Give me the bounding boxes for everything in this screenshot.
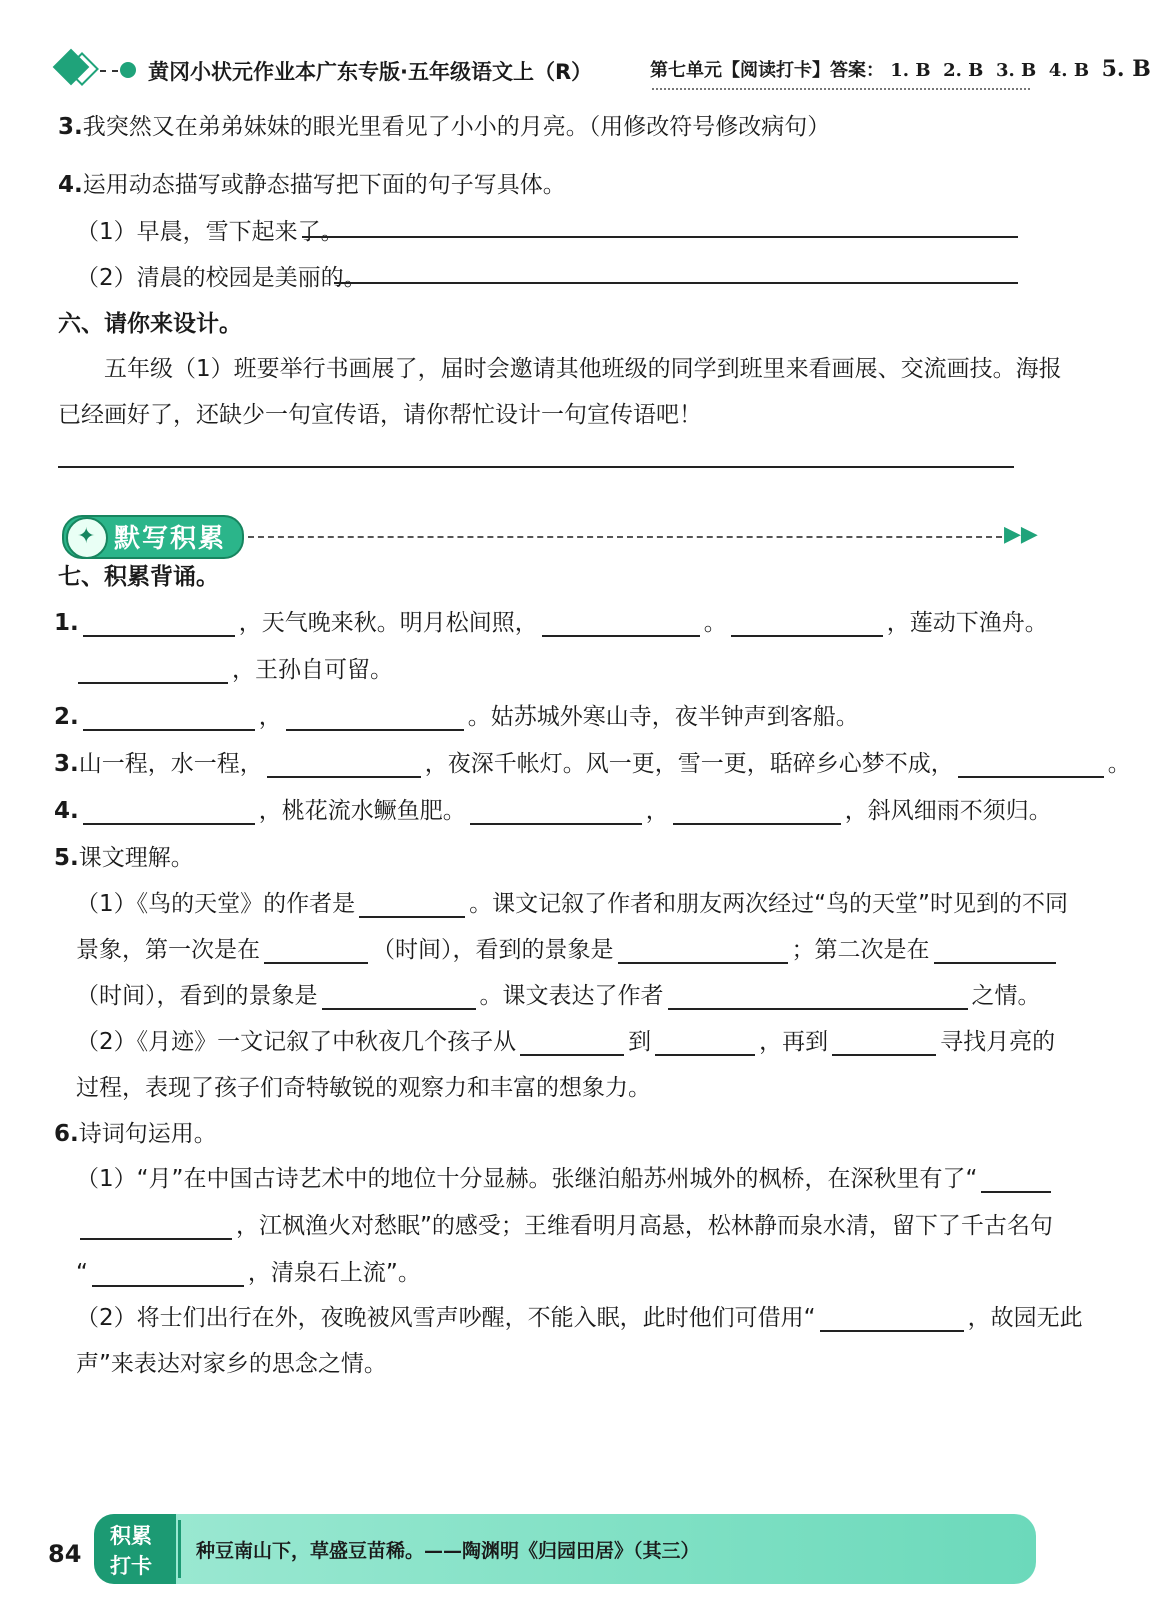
blank[interactable] xyxy=(83,609,235,637)
question-7-1-line-2: ，王孙自可留。 xyxy=(74,651,393,684)
question-7-5-line-3: （时间），看到的景象是 。课文表达了作者 之情。 xyxy=(76,983,1041,1009)
blank[interactable] xyxy=(934,936,1056,964)
question-7-2: 2. ， 。姑苏城外寒山寺，夜半钟声到客船。 xyxy=(54,704,859,730)
blank[interactable] xyxy=(80,1212,232,1240)
slogan-answer-line[interactable] xyxy=(58,466,1014,468)
question-5-4-item-2: （2）清晨的校园是美丽的。 xyxy=(76,265,367,291)
blank[interactable] xyxy=(264,936,368,964)
blank[interactable] xyxy=(267,750,421,778)
blank[interactable] xyxy=(958,750,1104,778)
section-7-title: 七、积累背诵。 xyxy=(58,564,219,590)
question-7-5-line-5: 过程，表现了孩子们奇特敏锐的观察力和丰富的想象力。 xyxy=(76,1075,651,1101)
blank[interactable] xyxy=(520,1028,624,1056)
answer-4: 4. B xyxy=(1048,60,1090,81)
question-7-6-line-1: （1）“月”在中国古诗艺术中的地位十分显赫。张继泊船苏州城外的枫桥，在深秋里有了“ xyxy=(76,1160,1055,1193)
blank[interactable] xyxy=(83,797,255,825)
section-banner-label: 默写积累 xyxy=(114,524,227,554)
blank[interactable] xyxy=(832,1028,936,1056)
header-dotted-line xyxy=(652,88,1030,90)
blank[interactable] xyxy=(668,982,968,1010)
answer-line[interactable] xyxy=(302,236,1018,238)
blank[interactable] xyxy=(322,982,476,1010)
answer-key-prefix: 第七单元【阅读打卡】答案： xyxy=(650,60,884,81)
blank[interactable] xyxy=(820,1304,964,1332)
blank[interactable] xyxy=(470,797,642,825)
question-7-3: 3.山一程，水一程， ，夜深千帐灯。风一更，雪一更，聒碎乡心梦不成， 。 xyxy=(54,751,1131,777)
blank[interactable] xyxy=(618,936,788,964)
blank[interactable] xyxy=(655,1028,755,1056)
question-5-4-item-1: （1）早晨，雪下起来了。 xyxy=(76,219,344,245)
question-7-6: 6.诗词句运用。 xyxy=(54,1121,217,1147)
footer-quote: 种豆南山下，草盛豆苗稀。——陶渊明《归园田居》（其三） xyxy=(196,1540,700,1562)
banner-dash-line xyxy=(248,536,1002,538)
header-dash xyxy=(100,70,118,72)
question-7-5: 5.课文理解。 xyxy=(54,845,194,871)
blank[interactable] xyxy=(981,1165,1051,1193)
blank[interactable] xyxy=(78,656,228,684)
blank[interactable] xyxy=(673,797,841,825)
blank[interactable] xyxy=(359,890,465,918)
section-6-title: 六、请你来设计。 xyxy=(58,311,242,337)
question-7-5-line-1: （1）《鸟的天堂》的作者是 。课文记叙了作者和朋友两次经过“鸟的天堂”时见到的不同 xyxy=(76,891,1068,917)
blank[interactable] xyxy=(83,703,255,731)
blank[interactable] xyxy=(542,609,700,637)
blank[interactable] xyxy=(731,609,883,637)
question-7-5-line-2: 景象，第一次是在 （时间），看到的景象是 ；第二次是在 xyxy=(76,931,1060,964)
question-7-4: 4. ，桃花流水鳜鱼肥。 ， ，斜风细雨不须归。 xyxy=(54,798,1052,824)
question-5-4: 4.运用动态描写或静态描写把下面的句子写具体。 xyxy=(58,172,566,198)
blank[interactable] xyxy=(92,1259,244,1287)
question-5-3: 3.我突然又在弟弟妹妹的眼光里看见了小小的月亮。（用修改符号修改病句） xyxy=(58,114,831,140)
footer-badge-line-2: 打卡 xyxy=(110,1554,152,1578)
question-7-6-line-3: “ ，清泉石上流”。 xyxy=(76,1260,421,1286)
question-7-6-line-2: ，江枫渔火对愁眠”的感受；王维看明月高悬，松林静而泉水清，留下了千古名句 xyxy=(76,1207,1053,1240)
answer-3: 3. B xyxy=(995,60,1037,81)
answer-1: 1. B xyxy=(890,60,931,81)
footer-separator xyxy=(178,1520,181,1578)
blank[interactable] xyxy=(286,703,464,731)
answer-2: 2. B xyxy=(943,60,984,81)
answer-line[interactable] xyxy=(334,282,1018,284)
answer-key xyxy=(650,56,1151,82)
question-7-1: 1. ，天气晚来秋。明月松间照， 。 ，莲动下渔舟。 xyxy=(54,610,1048,636)
lightbulb-icon: ✦ xyxy=(77,524,96,549)
question-7-6-line-5: 声”来表达对家乡的思念之情。 xyxy=(76,1351,387,1377)
book-title: 黄冈小状元作业本广东专版·五年级语文上（R） xyxy=(148,60,593,84)
header-dot-icon xyxy=(120,62,136,78)
question-7-5-line-4: （2）《月迹》一文记叙了中秋夜几个孩子从 到 ，再到 寻找月亮的 xyxy=(76,1029,1056,1055)
answer-5: 5. B xyxy=(1101,56,1151,82)
question-7-6-line-4: （2）将士们出行在外，夜晚被风雪声吵醒，不能入眠，此时他们可借用“ ，故园无此 xyxy=(76,1305,1083,1331)
double-arrow-icon: ▶▶ xyxy=(1004,522,1038,547)
footer-badge-line-1: 积累 xyxy=(110,1524,152,1548)
page-number: 84 xyxy=(48,1540,82,1568)
section-6-para-2: 已经画好了，还缺少一句宣传语，请你帮忙设计一句宣传语吧！ xyxy=(58,402,702,428)
section-6-para-1: 五年级（1）班要举行书画展了，届时会邀请其他班级的同学到班里来看画展、交流画技。海报 xyxy=(104,356,1062,382)
